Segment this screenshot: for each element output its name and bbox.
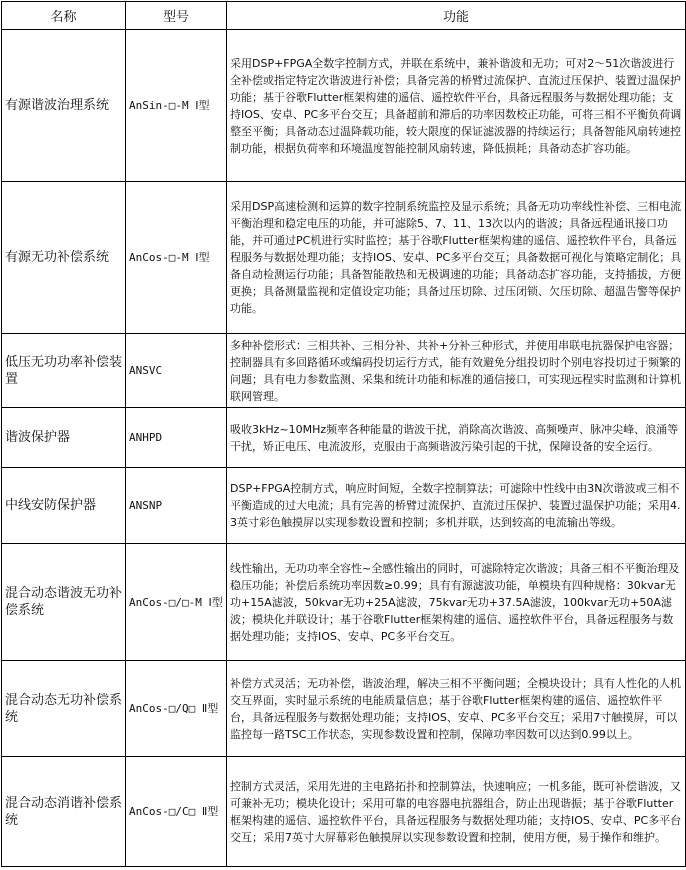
product-function: 补偿方式灵活；无功补偿，谐波治理，解决三相不平衡问题；全模块设计；具有人性化的人机交互界面，实时显示系统的电能质量信息；基于谷歌Flutter框架构建的遥信、遥控软件平台，具备远程服务与数据处理功能；支持IOS、安卓、PC多平台交互；采用7寸触摸屏，可以监控每一路TSC工作状态，实现参数设置和控制，保障功率因数可以达到0.99以上。: [227, 661, 686, 757]
product-model: AnCos-□/Q□ Ⅱ型: [126, 661, 227, 757]
table-row: [2, 468, 686, 544]
product-function: 多种补偿形式：三相共补、三相分补、共补+分补三种形式，并使用串联电抗器保护电容器；控制器具有多回路循环或编码投切运行方式，能有效避免分组投切时个别电容投切过于频繁的问题；具有电力参数监测、采集和统计功能和标准的通信接口，可实现远程实时监测和计算机联网管理。: [227, 334, 686, 408]
product-model: ANSNP: [126, 468, 227, 544]
product-model: AnCos-□/□-M Ⅰ型: [126, 544, 227, 661]
product-model: AnCos-□-M Ⅰ型: [126, 182, 227, 334]
product-name: 谐波保护器: [2, 408, 126, 468]
table-row: [2, 408, 686, 468]
product-function: 线性输出，无功功率全容性~全感性输出的同时，可滤除特定次谐波；具备三相不平衡治理及稳压功能；补偿后系统功率因数≥0.99；具有有源滤波功能，单模块有四种规格：30kvar无功+15A滤波，50kvar无功+25A滤波，75kvar无功+37.5A滤波，100kvar无功+50A滤波；模块化并联设计；基于谷歌Flutter框架构建的遥信、遥控软件平台，具备远程服务与数据处理功能；支持IOS、安卓、PC多平台交互。: [227, 544, 686, 661]
product-model: ANHPD: [126, 408, 227, 468]
product-model: AnCos-□/C□ Ⅱ型: [126, 757, 227, 867]
product-name: 混合动态无功补偿系统: [2, 661, 126, 757]
product-name: 有源无功补偿系统: [2, 182, 126, 334]
product-name: 有源谐波治理系统: [2, 30, 126, 182]
table-row: [2, 334, 686, 408]
product-name: 中线安防保护器: [2, 468, 126, 544]
product-model: ANSVC: [126, 334, 227, 408]
header-name: 名称: [2, 2, 126, 30]
product-name: 混合动态谐波无功补偿系统: [2, 544, 126, 661]
product-name: 混合动态消谐补偿系统: [2, 757, 126, 867]
product-function: 控制方式灵活，采用先进的主电路拓扑和控制算法，快速响应；一机多能，既可补偿谐波，又可兼补无功；模块化设计；采用可靠的电容器电抗器组合，防止出现谐振；基于谷歌Flutter框架构建的遥信、遥控软件平台，具备远程服务与数据处理功能；支持IOS、安卓、PC多平台交互；采用7英寸大屏幕彩色触摸屏以实现参数设置和控制，使用方便，易于操作和维护。: [227, 757, 686, 867]
table-row: [2, 182, 686, 334]
header-function: 功能: [227, 2, 686, 30]
table-row: [2, 544, 686, 661]
product-function: DSP+FPGA控制方式，响应时间短，全数字控制算法；可滤除中性线中由3N次谐波或三相不平衡造成的过大电流；具有完善的桥臂过流保护、直流过压保护、装置过温保护功能；采用4.3英寸彩色触摸屏以实现参数设置和控制；多机并联，达到较高的电流输出等级。: [227, 468, 686, 544]
product-model: AnSin-□-M Ⅰ型: [126, 30, 227, 182]
table-row: [2, 661, 686, 757]
product-function-table: [1, 1, 686, 867]
header-model: 型号: [126, 2, 227, 30]
table-header-row: [2, 2, 686, 30]
table-row: [2, 757, 686, 867]
product-function: 采用DSP高速检测和运算的数字控制系统监控及显示系统；具备无功功率线性补偿、三相电流平衡治理和稳定电压的功能，并可滤除5、7、11、13次以内的谐波；具备远程通讯接口功能，并可通过PC机进行实时监控；基于谷歌Flutter框架构建的遥信、遥控软件平台，具备远程服务与数据处理功能；支持IOS、安卓、PC多平台交互；具备数据可视化与策略定制化；具备自动检测运行功能；具备智能散热和无极调速的功能；具备动态扩容功能，支持插拔，方便更换；具备测量监视和定值设定功能；具备过压切除、过压闭锁、欠压切除、超温告警等保护功能。: [227, 182, 686, 334]
product-function: 采用DSP+FPGA全数字控制方式，并联在系统中，兼补谐波和无功；可对2～51次谐波进行全补偿或指定特定次谐波进行补偿；具备完善的桥臂过流保护、直流过压保护、装置过温保护功能；基于谷歌Flutter框架构建的遥信、遥控软件平台，具备远程服务与数据处理功能；支持IOS、安卓、PC多平台交互；具备超前和滞后的功率因数校正功能，可将三相不平衡负荷调整至平衡；具备动态过温降载功能，较大限度的保证滤波器的持续运行；具备智能风扇转速控制功能，根据负荷率和环境温度智能控制风扇转速，降低损耗；具备动态扩容功能。: [227, 30, 686, 182]
product-name: 低压无功功率补偿装置: [2, 334, 126, 408]
product-function: 吸收3kHz~10MHz频率各种能量的谐波干扰，消除高次谐波、高频噪声、脉冲尖峰、浪涌等干扰，矫正电压、电流波形，克服由于高频谐波污染引起的干扰，保障设备的安全运行。: [227, 408, 686, 468]
table-row: [2, 30, 686, 182]
